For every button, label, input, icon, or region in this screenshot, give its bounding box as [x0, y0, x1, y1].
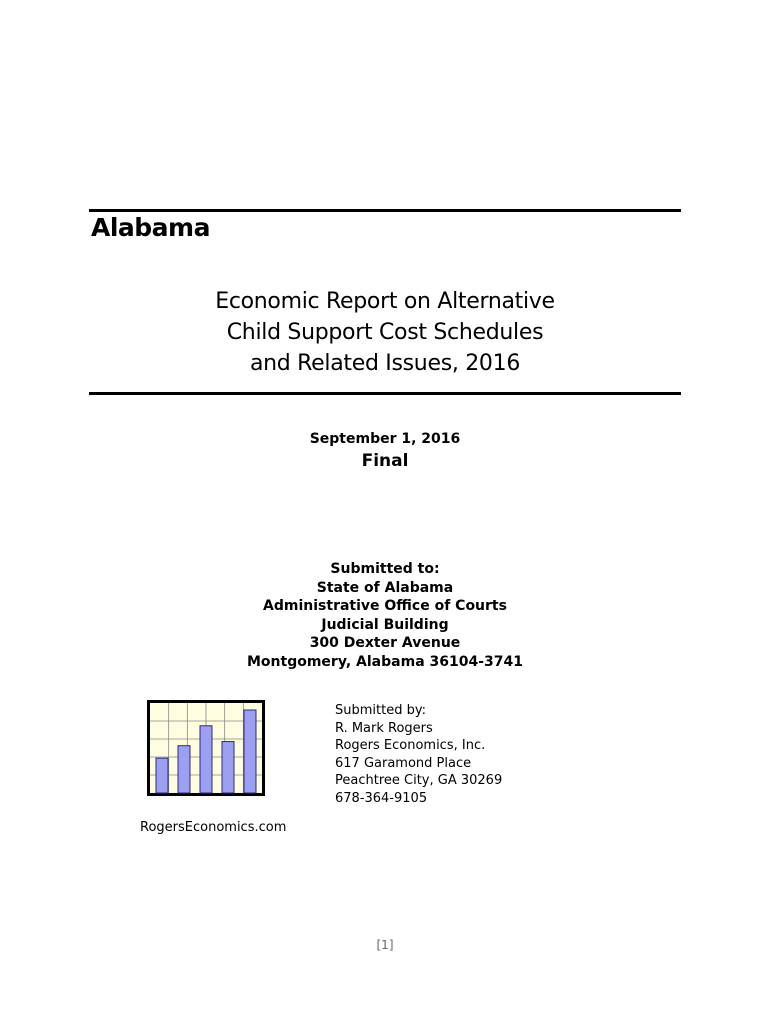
website-text: RogersEconomics.com: [140, 820, 287, 835]
state-heading: Alabama: [91, 213, 210, 242]
submitted-to-line: 300 Dexter Avenue: [309, 635, 461, 652]
submitted-to-block: [0, 560, 770, 672]
submitted-by-line: 678-364-9105: [335, 790, 428, 806]
submitted-by-line: Rogers Economics, Inc.: [335, 738, 486, 753]
page-number: [1]: [376, 938, 394, 952]
submitted-to-line: Montgomery, Alabama 36104-3741: [246, 653, 523, 670]
report-title: [140, 286, 630, 379]
title-line-3: and Related Issues, 2016: [249, 351, 521, 376]
logo-bar: [222, 742, 234, 793]
title-line-1: Economic Report on Alternative: [215, 289, 555, 314]
submitted-to-line: State of Alabama: [316, 579, 454, 596]
report-status: Final: [361, 451, 409, 471]
logo-bar: [156, 758, 168, 793]
title-line-2: Child Support Cost Schedules: [226, 320, 544, 345]
bar-chart-logo-icon: [147, 700, 265, 796]
submitted-to-line: Administrative Office of Courts: [263, 598, 507, 615]
bottom-rule: [89, 392, 681, 395]
logo-bar: [178, 746, 190, 793]
report-date: September 1, 2016: [309, 431, 461, 447]
submitted-by-line: R. Mark Rogers: [335, 720, 433, 736]
submitted-by-label: Submitted by:: [335, 703, 426, 718]
top-rule: [89, 209, 681, 212]
logo-bar: [244, 710, 256, 793]
submitted-by-block: [335, 702, 502, 807]
logo-bar: [200, 726, 212, 793]
submitted-to-line: Judicial Building: [321, 616, 449, 633]
submitted-by-line: 617 Garamond Place: [335, 755, 472, 771]
submitted-to-label: Submitted to:: [330, 561, 440, 577]
submitted-by-line: Peachtree City, GA 30269: [335, 773, 503, 788]
